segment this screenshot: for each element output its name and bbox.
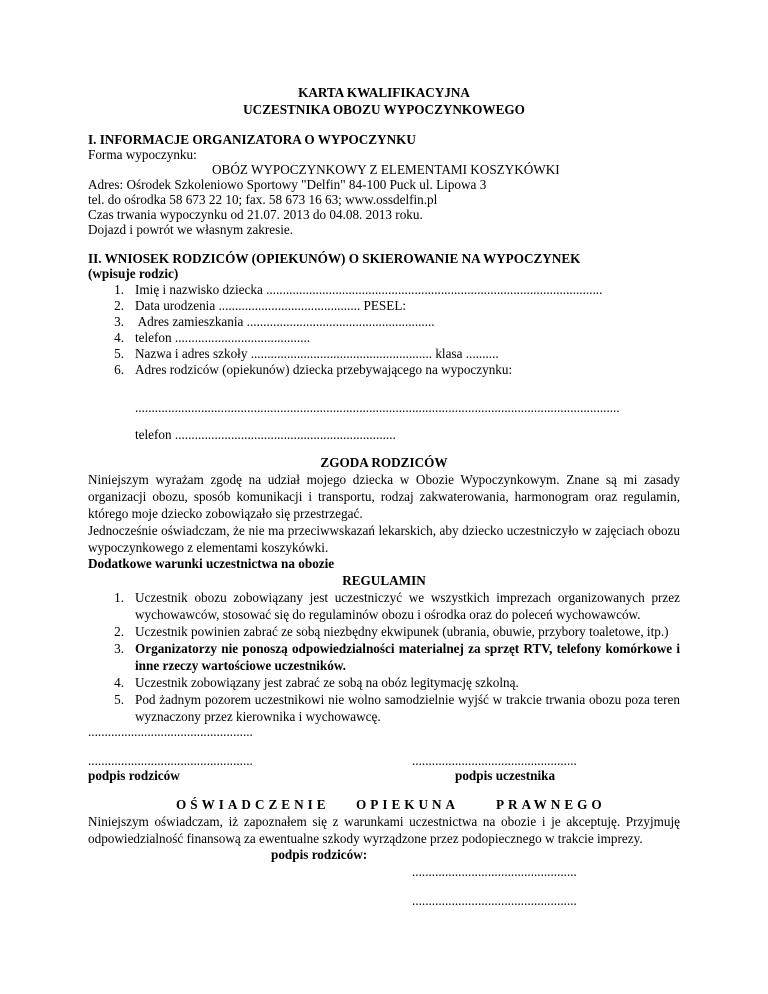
- camp-travel: Dojazd i powrót we własnym zakresie.: [88, 222, 294, 237]
- rules-heading: REGULAMIN: [342, 573, 426, 588]
- camp-name: OBÓZ WYPOCZYNKOWY Z ELEMENTAMI KOSZYKÓWKI: [212, 162, 560, 177]
- doc-title-line1: KARTA KWALIFIKACYJNA: [298, 85, 470, 100]
- doc-title-line2: UCZESTNIKA OBOZU WYPOCZYNKOWEGO: [243, 102, 525, 117]
- declaration-word-3: PRAWNEGO: [496, 797, 606, 812]
- signature-dots: ..................................................: [412, 864, 577, 879]
- consent-heading: ZGODA RODZICÓW: [320, 455, 448, 470]
- section1-heading: I. INFORMACJE ORGANIZATORA O WYPOCZYNKU: [88, 132, 416, 147]
- signature-dots: ..................................................: [88, 753, 253, 768]
- signature-dots: ..................................................: [412, 753, 577, 768]
- parent-phone-line: telefon ...................................................................: [135, 427, 396, 442]
- extra-conditions-heading: Dodatkowe warunki uczestnictwa na obozie: [88, 556, 335, 571]
- form-label: Forma wypoczynku:: [88, 147, 197, 162]
- consent-paragraph-2: Jednocześnie oświadczam, że nie ma przeciwwskazań lekarskich, aby dziecko uczestniczyło w zajęciach obozu wypoczynkowego z elementami koszykówki.: [88, 523, 680, 555]
- address-dots-line: ...................................................................................................................................................: [135, 400, 620, 415]
- camp-duration: Czas trwania wypoczynku od 21.07. 2013 do 04.08. 2013 roku.: [88, 207, 423, 222]
- signature-dots: ..................................................: [88, 724, 253, 739]
- signature-dots: ..................................................: [412, 893, 577, 908]
- participant-signature-label: podpis uczestnika: [455, 768, 556, 783]
- section2-subheading: (wpisuje rodzic): [88, 266, 179, 281]
- declaration-signature-label: podpis rodziców:: [271, 847, 368, 862]
- camp-address: Adres: Ośrodek Szkoleniowo Sportowy "Delfin" 84-100 Puck ul. Lipowa 3: [88, 177, 487, 192]
- declaration-text: Niniejszym oświadczam, iż zapoznałem się z warunkami uczestnictwa na obozie i je akceptuję. Przyjmuję odpowiedzialność finansową za ewentualne szkody wyrządzone przez podopiecznego w trakcie imprezy.: [88, 814, 680, 846]
- camp-contact: tel. do ośrodka 58 673 22 10; fax. 58 673 16 63; www.ossdelfin.pl: [88, 192, 438, 207]
- declaration-word-1: OŚWIADCZENIE: [176, 797, 330, 812]
- section2-heading: II. WNIOSEK RODZICÓW (OPIEKUNÓW) O SKIEROWANIE NA WYPOCZYNEK: [88, 251, 581, 266]
- parent-signature-label: podpis rodziców: [88, 768, 180, 783]
- declaration-word-2: OPIEKUNA: [356, 797, 460, 812]
- consent-paragraph-1: Niniejszym wyrażam zgodę na udział mojego dziecka w Obozie Wypoczynkowym. Znane są mi zasady organizacji obozu, sposób komunikacji i transportu, rodzaj zakwaterowania, harmonogram oraz regulamin, którego moje dziecko zobowiązało się przestrzegać.: [88, 472, 680, 521]
